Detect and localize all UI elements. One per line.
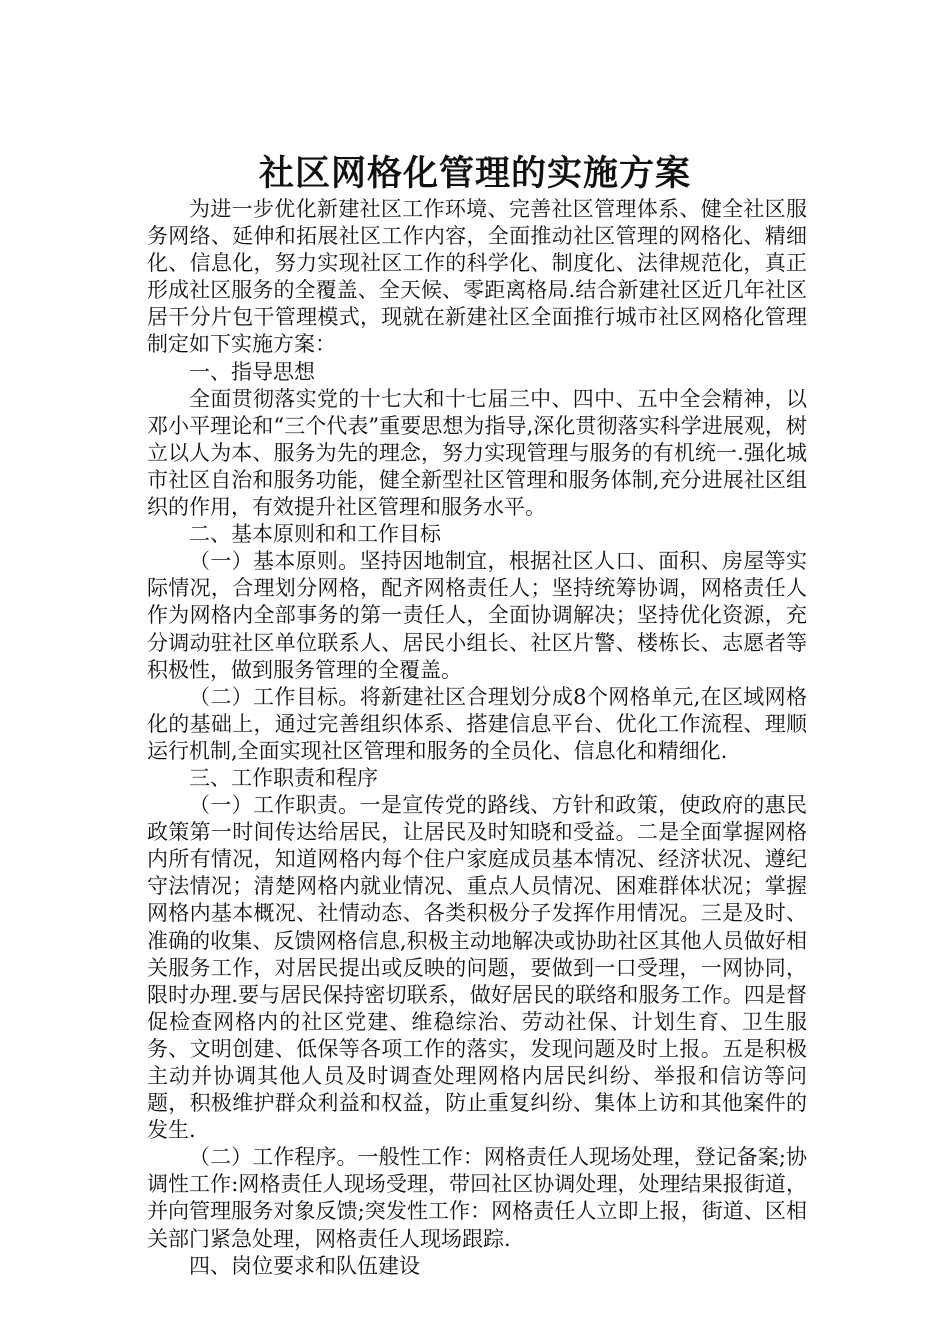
basic-principles-paragraph: （一）基本原则。坚持因地制宜，根据社区人口、面积、房屋等实际情况，合理划分网格，配齐网格责任人；坚持统筹协调，网格责任人作为网格内全部事务的第一责任人，全面协调解决；坚持优化资源，充分调动驻社区单位联系人、居民小组长、社区片警、楼栋长、志愿者等积极性，做到服务管理的全覆盖。 xyxy=(147,549,807,682)
section-heading-post-requirements: 四、岗位要求和队伍建设 xyxy=(189,1253,420,1278)
guiding-ideology-paragraph: 全面贯彻落实党的十七大和十七届三中、四中、五中全会精神，以邓小平理论和“三个代表”重要思想为指导,深化贯彻落实科学进展观，树立以人为本、服务为先的理念，努力实现管理与服务的有机统一.强化城市社区自治和服务功能，健全新型社区管理和服务体制,充分进展社区组织的作用，有效提升社区管理和服务水平。 xyxy=(147,386,807,520)
work-procedures-paragraph: （二）工作程序。一般性工作：网格责任人现场处理，登记备案;协调性工作:网格责任人现场受理，带回社区协调处理，处理结果报街道，并向管理服务对象反馈;突发性工作：网格责任人立即上报，街道、区相关部门紧急处理，网格责任人现场跟踪. xyxy=(147,1145,807,1251)
document-title: 社区网格化管理的实施方案 xyxy=(258,153,691,195)
intro-paragraph: 为进一步优化新建社区工作环境、完善社区管理体系、健全社区服务网络、延伸和拓展社区工作内容，全面推动社区管理的网格化、精细化、信息化，努力实现社区工作的科学化、制度化、法律规范化，真正形成社区服务的全覆盖、全天候、零距离格局.结合新建社区近几年社区居干分片包干管理模式，现就在新建社区全面推行城市社区网格化管理制定如下实施方案： xyxy=(147,197,807,357)
work-goals-paragraph: （二）工作目标。将新建社区合理划分成8个网格单元,在区域网格化的基础上，通过完善组织体系、搭建信息平台、优化工作流程、理顺运行机制,全面实现社区管理和服务的全员化、信息化和精细化. xyxy=(147,684,807,763)
section-heading-principles-goals: 二、基本原则和和工作目标 xyxy=(189,522,441,547)
work-duties-paragraph: （一）工作职责。一是宣传党的路线、方针和政策，使政府的惠民政策第一时间传达给居民，让居民及时知晓和受益。二是全面掌握网格内所有情况，知道网格内每个住户家庭成员基本情况、经济状况、遵纪守法情况；清楚网格内就业情况、重点人员情况、困难群体状况；掌握网格内基本概况、社情动态、各类积极分子发挥作用情况。三是及时、准确的收集、反馈网格信息,积极主动地解决或协助社区其他人员做好相关服务工作，对居民提出或反映的问题，要做到一口受理，一网协同，限时办理.要与居民保持密切联系，做好居民的联络和服务工作。四是督促检查网格内的社区党建、维稳综治、劳动社保、计划生育、卫生服务、文明创建、低保等各项工作的落实，发现问题及时上报。五是积极主动并协调其他人员及时调查处理网格内居民纠纷、举报和信访等问题，积极维护群众利益和权益，防止重复纠纷、集体上访和其他案件的发生. xyxy=(147,793,807,1143)
section-heading-guiding-ideology: 一、指导思想 xyxy=(189,359,315,384)
document-body xyxy=(147,196,807,1280)
section-heading-duties-procedures: 三、工作职责和程序 xyxy=(189,765,378,790)
